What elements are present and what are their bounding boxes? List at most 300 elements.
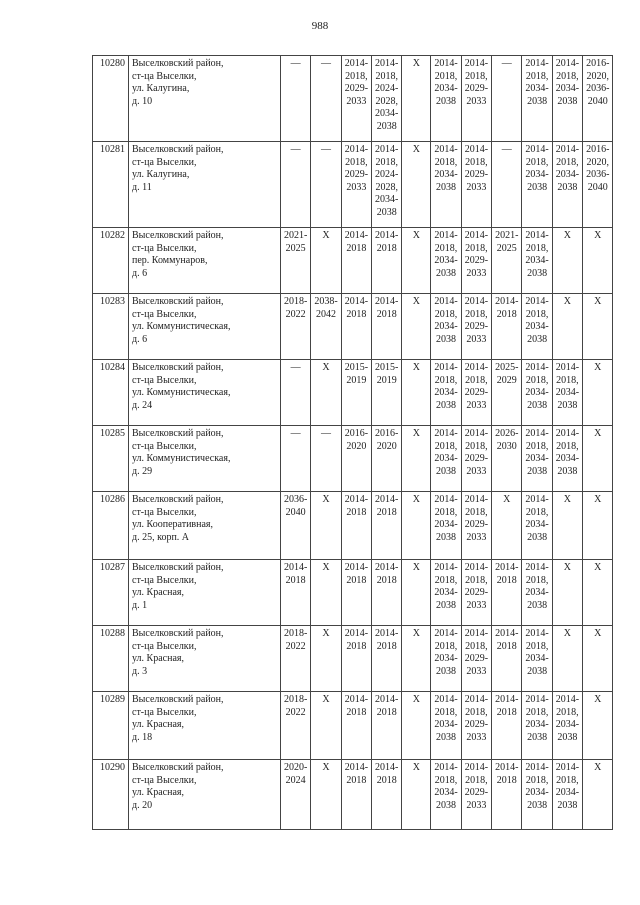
period-text: X [412,296,420,307]
period-text: 2021- [284,230,308,241]
period-text: 2014- [525,296,549,307]
row-number: 10287 [93,560,129,626]
period-cell [341,294,371,360]
period-text: 2014- [555,428,580,439]
period-text: 2018, [434,70,458,82]
period-text: 2014- [464,762,489,773]
address-line: д. 29 [132,465,153,477]
period-cell [341,142,371,228]
period-text: 2034- [555,169,580,180]
period-text: X [594,230,602,241]
address-line: д. 11 [132,181,152,193]
period-cell [522,560,552,626]
period-text: 2018 [496,308,517,320]
period-text: 2036- [586,83,610,94]
period-text: 2025- [495,362,519,373]
period-cell [402,294,431,360]
period-cell [372,228,402,294]
table-row [93,56,613,142]
address-cell [129,142,281,228]
period-cell [552,426,582,492]
table-row [93,560,613,626]
period-text: 2029- [464,255,489,266]
period-text: 2018, [345,156,368,168]
address-line: д. 20 [132,799,153,811]
period-cell [552,692,582,760]
period-text: 2038 [436,267,457,279]
period-text: 2040 [285,506,306,518]
period-text: 2014- [555,362,580,373]
period-text: 2034- [434,787,458,798]
period-text: 2014- [434,562,458,573]
table-row [93,360,613,426]
period-cell [311,294,341,360]
address-line: д. 6 [132,333,148,345]
period-text: 2038 [527,465,548,477]
address-cell [129,56,281,142]
period-cell [431,426,461,492]
period-text: 2033 [466,333,487,345]
period-text: 2014- [555,144,580,155]
period-cell [311,228,341,294]
period-text: 2015- [375,362,399,373]
period-text: 2038 [436,333,457,345]
period-text: 2018 [346,506,367,518]
address-cell [129,228,281,294]
period-text: 2014- [434,494,458,505]
period-cell [461,228,491,294]
period-cell [281,560,311,626]
period-text: X [412,628,420,639]
period-text: 2038 [527,95,548,107]
period-cell [311,760,341,830]
period-text: 2038 [527,181,548,193]
period-cell [311,56,341,142]
period-text: 2014- [525,762,549,773]
period-text: — [321,428,332,439]
address-line: ст-ца Выселки, [132,242,197,254]
period-text: 2014- [434,144,458,155]
address-cell [129,492,281,560]
period-text: 2014- [464,428,489,439]
address-line: ул. Коммунистическая, [132,387,231,398]
period-text: 2033 [466,399,487,411]
period-text: 2014- [375,694,399,705]
period-text: 2018, [434,242,458,254]
period-cell [552,228,582,294]
period-text: 2020, [586,70,610,82]
period-text: 2014- [434,362,458,373]
period-text: — [290,362,301,373]
period-cell [492,560,522,626]
period-text: 2014- [464,694,489,705]
period-text: 2018, [525,242,549,254]
period-text: X [412,428,420,439]
period-text: 2014- [344,144,369,155]
period-text: 2029- [464,719,489,730]
row-number: 10285 [93,426,129,492]
period-text: 2034- [434,519,458,530]
period-text: 2014- [434,628,458,639]
period-text: 2014- [434,762,458,773]
row-number: 10284 [93,360,129,426]
period-cell [522,360,552,426]
period-text: 2038 [557,181,578,193]
address-line: ул. Красная, [132,653,184,664]
period-text: 2018, [556,374,579,386]
period-cell [431,360,461,426]
period-text: 2038 [527,267,548,279]
period-cell [281,142,311,228]
period-text: 2018, [375,70,398,82]
address-line: ул. Коммунистическая, [132,321,231,332]
period-text: X [322,762,330,773]
period-text: 2034- [525,321,549,332]
table-row [93,228,613,294]
period-text: X [563,562,572,573]
period-cell [402,560,431,626]
period-text: X [594,296,602,307]
period-text: 2028, [375,95,398,107]
period-cell [311,360,341,426]
period-text: 2030 [496,440,517,452]
period-text: 2014- [375,494,399,505]
period-cell [431,56,461,142]
period-text: 2018 [346,242,367,254]
period-cell [461,142,491,228]
period-text: 2018, [434,156,458,168]
address-line: д. 24 [132,399,153,411]
address-line: ст-ца Выселки, [132,70,197,82]
period-text: 2014- [375,144,399,155]
period-cell [431,560,461,626]
period-text: 2038 [436,465,457,477]
period-text: 2018, [525,156,549,168]
period-cell [341,692,371,760]
period-cell [522,692,552,760]
period-text: 2029- [344,169,369,180]
period-text: X [594,428,602,439]
period-cell [583,294,613,360]
period-text: 2014- [344,694,369,705]
period-text: 2024 [285,774,306,786]
period-text: 2034- [434,321,458,332]
period-text: 2018 [376,706,397,718]
period-text: X [563,296,572,307]
period-text: 2021- [495,230,519,241]
period-text: 2034- [555,453,580,464]
period-cell [522,760,552,830]
address-line: ул. Красная, [132,787,184,798]
address-cell [129,692,281,760]
period-text: 2038 [557,799,578,811]
period-text: 2014- [344,628,369,639]
period-cell [402,426,431,492]
period-text: 2038 [527,665,548,677]
period-text: 2025 [496,242,517,254]
period-text: 2018, [556,156,579,168]
period-cell [492,142,522,228]
period-text: X [412,362,420,373]
address-line: ст-ца Выселки, [132,374,197,386]
address-line: Выселковский район, [132,628,224,639]
period-text: X [563,230,572,241]
period-text: 2034- [555,787,580,798]
period-cell [492,294,522,360]
period-text: 2018, [465,506,488,518]
address-line: д. 1 [132,599,148,611]
period-text: 2033 [466,181,487,193]
period-text: 2034- [434,453,458,464]
row-number: 10288 [93,626,129,692]
period-cell [311,142,341,228]
period-text: 2014- [464,58,489,69]
period-text: 2018, [465,70,488,82]
period-cell [402,760,431,830]
period-text: 2018, [556,70,579,82]
period-text: 2014- [434,296,458,307]
period-text: 2018- [284,694,308,705]
period-cell [583,626,613,692]
period-text: 2018, [345,70,368,82]
period-text: 2038 [436,799,457,811]
period-text: 2029- [464,787,489,798]
period-text: 2014- [375,58,399,69]
period-text: 2018, [556,706,579,718]
period-text: 2024- [375,83,399,94]
period-text: 2022 [285,706,306,718]
address-line: ул. Красная, [132,587,184,598]
period-cell [281,56,311,142]
period-text: 2034- [525,587,549,598]
period-text: 2018, [434,574,458,586]
period-text: 2014- [525,230,549,241]
period-text: — [321,144,332,155]
period-text: 2014- [555,762,580,773]
period-cell [492,760,522,830]
period-text: X [594,628,602,639]
period-text: 2014- [375,296,399,307]
period-text: 2029- [464,587,489,598]
period-cell [341,560,371,626]
address-line: пер. Коммунаров, [132,255,208,266]
period-cell [492,492,522,560]
period-text: 2033 [466,531,487,543]
period-text: 2014- [495,296,519,307]
period-text: 2020- [284,762,308,773]
period-text: 2018, [556,440,579,452]
address-line: Выселковский район, [132,494,224,505]
period-text: 2019 [346,374,367,386]
period-text: 2034- [375,194,399,205]
period-text: X [322,362,330,373]
period-text: 2038 [436,665,457,677]
period-text: — [321,58,332,69]
period-text: 2018, [525,640,549,652]
period-text: 2014- [375,562,399,573]
period-cell [492,56,522,142]
period-text: 2038 [527,599,548,611]
period-text: 2014- [464,362,489,373]
period-text: 2018, [465,242,488,254]
period-text: 2018, [375,156,398,168]
period-text: X [594,562,602,573]
period-text: 2033 [466,465,487,477]
period-text: X [412,494,420,505]
period-text: 2038 [527,333,548,345]
period-text: 2038 [527,531,548,543]
period-text: 2033 [466,95,487,107]
period-cell [522,56,552,142]
period-text: 2014- [434,694,458,705]
period-text: 2014- [375,230,399,241]
period-cell [461,626,491,692]
period-text: 2036- [586,169,610,180]
period-cell [461,56,491,142]
period-text: 2018, [525,440,549,452]
period-cell [461,426,491,492]
address-line: Выселковский район, [132,562,224,573]
period-cell [492,692,522,760]
period-text: X [322,694,330,705]
period-cell [492,426,522,492]
address-line: д. 10 [132,95,153,107]
period-cell [341,626,371,692]
period-text: 2018, [465,308,488,320]
period-cell [341,360,371,426]
period-cell [402,492,431,560]
address-cell [129,294,281,360]
address-line: ст-ца Выселки, [132,440,197,452]
period-text: 2034- [434,587,458,598]
period-cell [372,426,402,492]
period-cell [311,692,341,760]
period-cell [311,626,341,692]
period-text: 2018 [346,774,367,786]
period-text: 2034- [525,83,549,94]
period-text: 2018 [346,706,367,718]
period-text: 2016- [586,144,610,155]
period-text: 2018, [525,774,549,786]
period-text: 2033 [466,799,487,811]
period-text: 2014- [525,694,549,705]
period-text: 2018, [525,706,549,718]
period-text: 2018, [465,156,488,168]
period-text: 2018, [465,640,488,652]
period-cell [372,692,402,760]
period-text: 2034- [434,169,458,180]
period-text: 2029- [464,519,489,530]
period-text: 2018 [346,574,367,586]
period-text: 2018 [376,242,397,254]
address-line: Выселковский район, [132,144,224,155]
period-cell [372,560,402,626]
table-row [93,294,613,360]
period-text: 2034- [555,387,580,398]
period-text: 2018, [434,506,458,518]
period-cell [372,492,402,560]
period-text: 2029- [464,453,489,464]
period-text: 2038 [436,531,457,543]
address-line: ст-ца Выселки, [132,156,197,168]
period-text: 2018, [525,574,549,586]
period-text: 2038 [527,799,548,811]
period-text: 2014- [344,494,369,505]
table-row [93,492,613,560]
period-text: 2014- [464,144,489,155]
period-text: 2019 [376,374,397,386]
period-text: 2018 [376,574,397,586]
period-text: 2018 [496,774,517,786]
period-cell [281,760,311,830]
period-text: 2028, [375,181,398,193]
period-text: 2016- [375,428,399,439]
period-text: X [412,58,420,69]
period-cell [311,492,341,560]
address-line: ул. Красная, [132,719,184,730]
period-text: X [594,694,602,705]
address-cell [129,560,281,626]
period-text: — [290,144,301,155]
period-text: X [503,494,511,505]
table-row [93,692,613,760]
period-text: — [501,58,512,69]
period-cell [552,142,582,228]
period-text: 2014- [525,628,549,639]
period-text: 2018, [434,440,458,452]
period-text: 2034- [434,387,458,398]
address-line: ст-ца Выселки, [132,574,197,586]
period-text: 2033 [466,599,487,611]
period-text: 2014- [344,562,369,573]
address-line: Выселковский район, [132,230,224,241]
period-text: 2018, [525,70,549,82]
period-text: 2016- [344,428,369,439]
period-cell [552,626,582,692]
period-text: X [412,762,420,773]
period-text: 2018, [434,374,458,386]
table-row [93,426,613,492]
period-text: 2014- [464,628,489,639]
period-text: 2038 [527,399,548,411]
period-text: X [412,230,420,241]
address-line: Выселковский район, [132,694,224,705]
period-text: 2014- [284,562,308,573]
period-text: 2034- [525,653,549,664]
period-text: 2018- [284,296,308,307]
period-text: — [290,58,301,69]
period-cell [522,142,552,228]
period-text: 2018 [285,574,306,586]
period-text: 2018, [525,374,549,386]
period-text: X [563,494,572,505]
address-line: Выселковский район, [132,428,224,439]
address-line: Выселковский район, [132,362,224,373]
period-text: 2018, [465,774,488,786]
period-text: 2014- [525,428,549,439]
period-text: 2038 [436,181,457,193]
period-cell [552,294,582,360]
period-text: 2036- [284,494,308,505]
row-number: 10280 [93,56,129,142]
period-text: 2014- [525,362,549,373]
period-text: 2033 [466,267,487,279]
period-text: 2018, [465,574,488,586]
period-cell [583,142,613,228]
address-line: Выселковский район, [132,296,224,307]
period-text: 2038 [557,399,578,411]
period-cell [461,360,491,426]
